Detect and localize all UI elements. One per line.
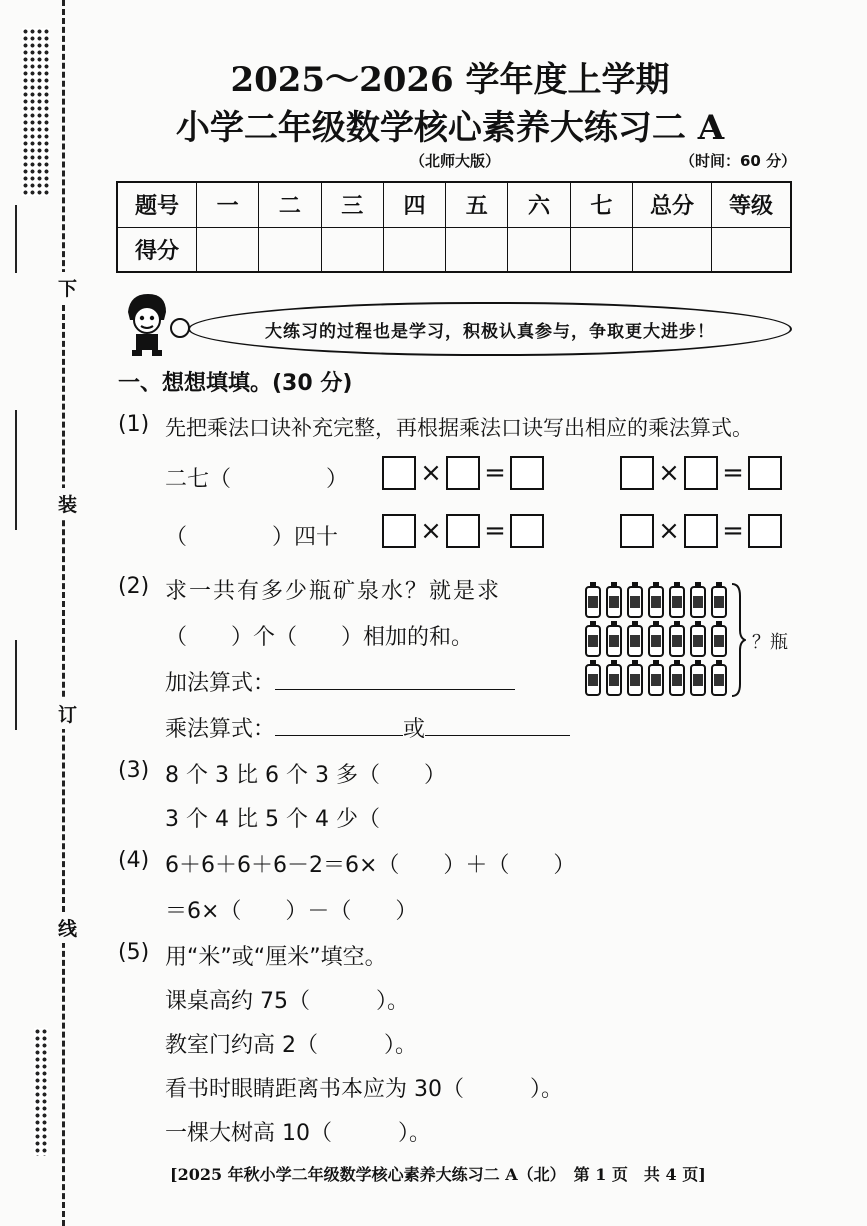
rhyme-right: ）四十 — [272, 525, 339, 550]
answer-box[interactable] — [748, 456, 782, 490]
times-sign: × — [420, 458, 442, 488]
score-cell[interactable] — [197, 227, 259, 272]
exam-title-line2: 小学二年级数学核心素养大练习二 A — [175, 108, 725, 148]
question-text: （ ）个（ ）相加的和。 — [165, 625, 474, 650]
binding-char: 装 — [58, 488, 77, 519]
times-sign: × — [658, 516, 680, 546]
score-cell[interactable] — [383, 227, 445, 272]
margin-mark — [15, 410, 17, 530]
question-text: 8 个 3 比 6 个 3 多（ ） — [165, 763, 446, 788]
question-number: (3) — [118, 758, 150, 783]
fill-item: 一棵大树高 10（ ）。 — [165, 1121, 431, 1146]
column-header: 等级 — [712, 182, 792, 227]
multiplication-rhyme — [165, 520, 338, 551]
times-sign: × — [420, 516, 442, 546]
water-bottle-icon — [628, 582, 642, 617]
equation-row — [620, 456, 782, 490]
edition-label: （北师大版） — [410, 152, 501, 170]
water-bottle-icon — [670, 621, 684, 656]
column-header: 五 — [446, 182, 508, 227]
binding-char: 订 — [58, 698, 77, 729]
column-header: 一 — [197, 182, 259, 227]
score-table-header-row — [117, 182, 791, 227]
question-number: (2) — [118, 574, 150, 599]
answer-box[interactable] — [382, 456, 416, 490]
margin-mark — [15, 205, 17, 273]
duration-label: （时间：60 分） — [680, 152, 797, 170]
question-text: 6＋6＋6＋6－2＝6×（ ）＋（ ） — [165, 853, 576, 878]
column-header: 三 — [321, 182, 383, 227]
water-bottle-icon — [586, 660, 600, 695]
exam-title-line1: 2025～2026 学年度上学期 — [230, 60, 670, 100]
answer-box[interactable] — [684, 456, 718, 490]
question-number: (1) — [118, 412, 150, 437]
motto-bubble — [188, 302, 792, 356]
equals-sign: = — [484, 458, 506, 488]
checker-strip-top — [22, 28, 50, 196]
header-label: 题号 — [117, 182, 197, 227]
section-heading: 一、想想填填。(30 分) — [118, 371, 353, 396]
addition-answer-line[interactable] — [275, 667, 515, 690]
score-cell[interactable] — [259, 227, 321, 272]
column-header: 六 — [508, 182, 570, 227]
multiplication-formula — [165, 712, 570, 743]
fill-item: 教室门约高 2（ ）。 — [165, 1033, 417, 1058]
score-label: 得分 — [117, 227, 197, 272]
question-text: 求一共有多少瓶矿泉水？就是求 — [165, 579, 502, 604]
equals-sign: = — [722, 458, 744, 488]
column-header: 二 — [259, 182, 321, 227]
water-bottle-icon — [670, 660, 684, 695]
score-table-score-row — [117, 227, 791, 272]
water-bottle-icon — [691, 582, 705, 617]
equation-row — [382, 456, 544, 490]
student-mascot-icon — [118, 290, 176, 358]
water-bottle-icon — [712, 660, 726, 695]
question-text: ＝6×（ ）－（ ） — [165, 899, 418, 924]
water-bottle-icon — [649, 660, 663, 695]
multiplication-answer-line[interactable] — [425, 713, 570, 736]
right-brace-icon — [730, 582, 746, 698]
water-bottle-icon — [607, 660, 621, 695]
column-header: 总分 — [633, 182, 712, 227]
water-bottle-icon — [607, 582, 621, 617]
bubble-tail — [170, 318, 190, 338]
motto-text: 大练习的过程也是学习，积极认真参与，争取更大进步！ — [265, 321, 715, 342]
water-bottle-icon — [649, 582, 663, 617]
water-bottle-icon — [649, 621, 663, 656]
multiplication-label: 乘法算式： — [165, 717, 276, 742]
score-cell[interactable] — [508, 227, 570, 272]
page-footer: [2025 年秋小学二年级数学核心素养大练习二 A（北） 第 1 页 共 4 页] — [170, 1165, 706, 1184]
binding-dashed-line — [62, 0, 65, 1226]
answer-box[interactable] — [748, 514, 782, 548]
answer-box[interactable] — [446, 456, 480, 490]
water-bottle-icon — [628, 621, 642, 656]
answer-box[interactable] — [382, 514, 416, 548]
answer-box[interactable] — [684, 514, 718, 548]
times-sign: × — [658, 458, 680, 488]
multiplication-answer-line[interactable] — [275, 713, 403, 736]
water-bottle-icon — [712, 582, 726, 617]
answer-box[interactable] — [620, 514, 654, 548]
water-bottle-icon — [586, 621, 600, 656]
question-number: (4) — [118, 848, 150, 873]
question-text: 先把乘法口诀补充完整，再根据乘法口诀写出相应的乘法算式。 — [165, 416, 753, 440]
answer-box[interactable] — [446, 514, 480, 548]
water-bottle-icon — [712, 621, 726, 656]
rhyme-right: ） — [326, 467, 349, 492]
water-bottle-icon — [607, 621, 621, 656]
score-cell[interactable] — [633, 227, 712, 272]
rhyme-left: 二七（ — [165, 467, 232, 492]
score-cell[interactable] — [321, 227, 383, 272]
score-table — [116, 181, 792, 273]
checker-strip-bottom — [34, 1028, 48, 1156]
answer-box[interactable] — [510, 456, 544, 490]
or-label: 或 — [403, 717, 426, 742]
equals-sign: = — [484, 516, 506, 546]
question-number: (5) — [118, 940, 150, 965]
water-bottles-illustration — [583, 580, 731, 698]
fill-item: 看书时眼睛距离书本应为 30（ ）。 — [165, 1077, 563, 1102]
binding-char: 下 — [58, 272, 77, 303]
answer-box[interactable] — [510, 514, 544, 548]
score-cell[interactable] — [446, 227, 508, 272]
multiplication-rhyme — [165, 462, 348, 493]
equals-sign: = — [722, 516, 744, 546]
bottle-count-label: ？瓶 — [752, 632, 788, 653]
water-bottle-icon — [670, 582, 684, 617]
rhyme-left: （ — [165, 525, 188, 550]
equation-row — [620, 514, 782, 548]
binding-char: 线 — [58, 912, 77, 943]
water-bottle-icon — [586, 582, 600, 617]
water-bottle-icon — [628, 660, 642, 695]
question-text: 用“米”或“厘米”填空。 — [165, 945, 387, 970]
question-text: 3 个 4 比 5 个 4 少（ — [165, 807, 380, 832]
margin-mark — [15, 640, 17, 730]
water-bottle-icon — [691, 621, 705, 656]
water-bottle-icon — [691, 660, 705, 695]
answer-box[interactable] — [620, 456, 654, 490]
column-header: 七 — [570, 182, 632, 227]
addition-formula — [165, 666, 515, 697]
addition-label: 加法算式： — [165, 671, 276, 696]
equation-row — [382, 514, 544, 548]
column-header: 四 — [383, 182, 445, 227]
score-cell[interactable] — [570, 227, 632, 272]
fill-item: 课桌高约 75（ ）。 — [165, 989, 409, 1014]
score-cell[interactable] — [712, 227, 792, 272]
